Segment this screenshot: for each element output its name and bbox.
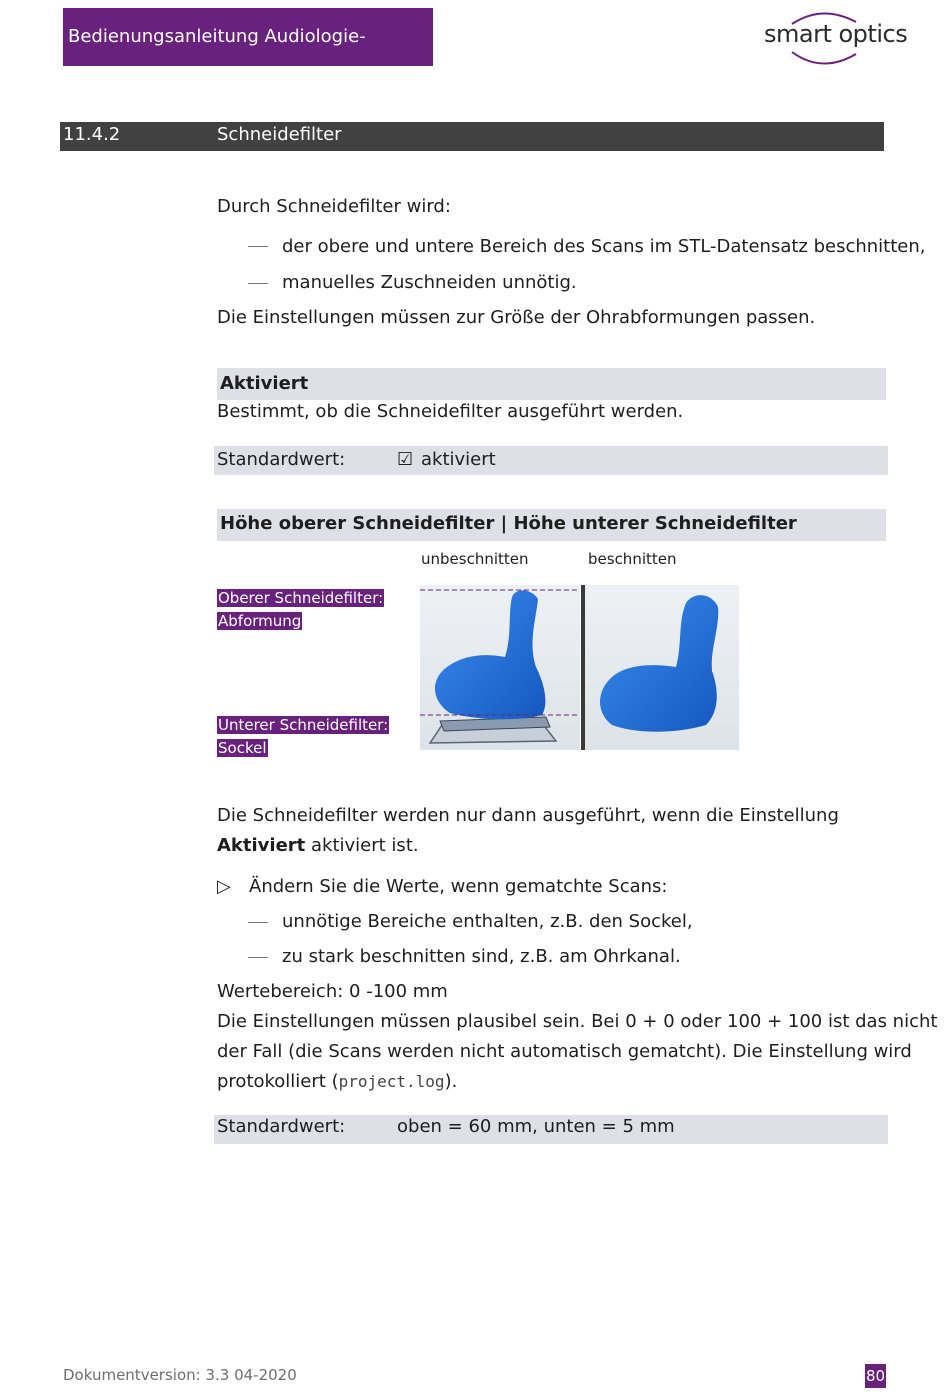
section-heading: [60, 122, 884, 151]
scan-uncut-image: [420, 585, 580, 750]
dash-marker: [248, 922, 268, 923]
filter-condition-line2: [217, 831, 419, 861]
intro-bullet: der obere und untere Bereich des Scans im STL-Datensatz beschnitten,: [282, 236, 926, 257]
intro-note: Die Einstellungen müssen zur Größe der Ohrabformungen passen.: [217, 307, 816, 328]
plausibility-line2: der Fall (die Scans werden nicht automatisch gematcht). Die Einstellung wird: [217, 1041, 912, 1062]
plausibility-line3-end: ).: [444, 1071, 458, 1092]
activated-heading: Aktiviert: [220, 373, 309, 394]
section-title: Schneidefilter: [217, 124, 342, 145]
instruction-bullet: zu stark beschnitten sind, z.B. am Ohrkanal.: [282, 946, 681, 967]
upper-filter-label-line: Oberer Schneidefilter:: [218, 589, 384, 607]
document-title: Bedienungsanleitung Audiologie-Scanner: [68, 26, 366, 105]
column-label-uncut: unbeschnitten: [421, 550, 529, 568]
filter-condition-end: aktiviert ist.: [311, 835, 419, 856]
dash-marker: [248, 957, 268, 958]
page-number: 80: [865, 1364, 886, 1388]
instruction-arrow-icon: ▷: [217, 876, 231, 897]
upper-filter-label-line: Abformung: [218, 612, 302, 630]
dash-marker: [248, 246, 268, 247]
default-label: Standardwert:: [217, 1116, 346, 1137]
intro-bullet: manuelles Zuschneiden unnötig.: [282, 272, 577, 293]
intro-lead: Durch Schneidefilter wird:: [217, 196, 451, 217]
filter-condition-line1: Die Schneidefilter werden nur dann ausgeführt, wenn die Einstellung: [217, 805, 839, 826]
activated-default-row: [214, 446, 888, 475]
document-header: [63, 8, 433, 105]
scan-comparison-figure: [420, 585, 739, 750]
height-default-row: [214, 1115, 888, 1144]
log-file-name: project.log: [338, 1072, 445, 1091]
default-value: aktiviert: [421, 449, 496, 470]
dash-marker: [248, 283, 268, 284]
image-divider: [581, 585, 585, 750]
activated-description: Bestimmt, ob die Schneidefilter ausgeführt werden.: [217, 401, 684, 422]
height-heading-bar: [217, 509, 886, 541]
filter-condition-bold: Aktiviert: [217, 835, 306, 856]
document-version: Dokumentversion: 3.3 04-2020: [63, 1366, 297, 1384]
lower-filter-label-line: Unterer Schneidefilter:: [218, 716, 389, 734]
upper-filter-label: [217, 587, 384, 632]
instruction-text: Ändern Sie die Werte, wenn gematchte Scans:: [249, 876, 668, 897]
instruction-bullet: unnötige Bereiche enthalten, z.B. den Sockel,: [282, 911, 693, 932]
scan-cut-image: [585, 585, 739, 750]
lower-filter-label-line: Sockel: [218, 739, 267, 757]
default-value: oben = 60 mm, unten = 5 mm: [397, 1116, 675, 1137]
default-label: Standardwert:: [217, 449, 346, 470]
height-heading: Höhe oberer Schneidefilter | Höhe unterer Schneidefilter: [220, 513, 797, 534]
plausibility-line3: [217, 1067, 457, 1097]
column-label-cut: beschnitten: [588, 550, 677, 568]
section-number: 11.4.2: [63, 124, 121, 145]
lower-filter-label: [217, 714, 389, 759]
plausibility-line1: Die Einstellungen müssen plausibel sein. Bei 0 + 0 oder 100 + 100 ist das nicht: [217, 1011, 938, 1032]
activated-heading-bar: [217, 368, 886, 400]
checkbox-icon: ☑: [397, 449, 414, 470]
value-range: Wertebereich: 0 -100 mm: [217, 981, 448, 1002]
plausibility-line3-start: protokolliert (: [217, 1071, 339, 1092]
logo-text: smart optics: [764, 20, 908, 48]
